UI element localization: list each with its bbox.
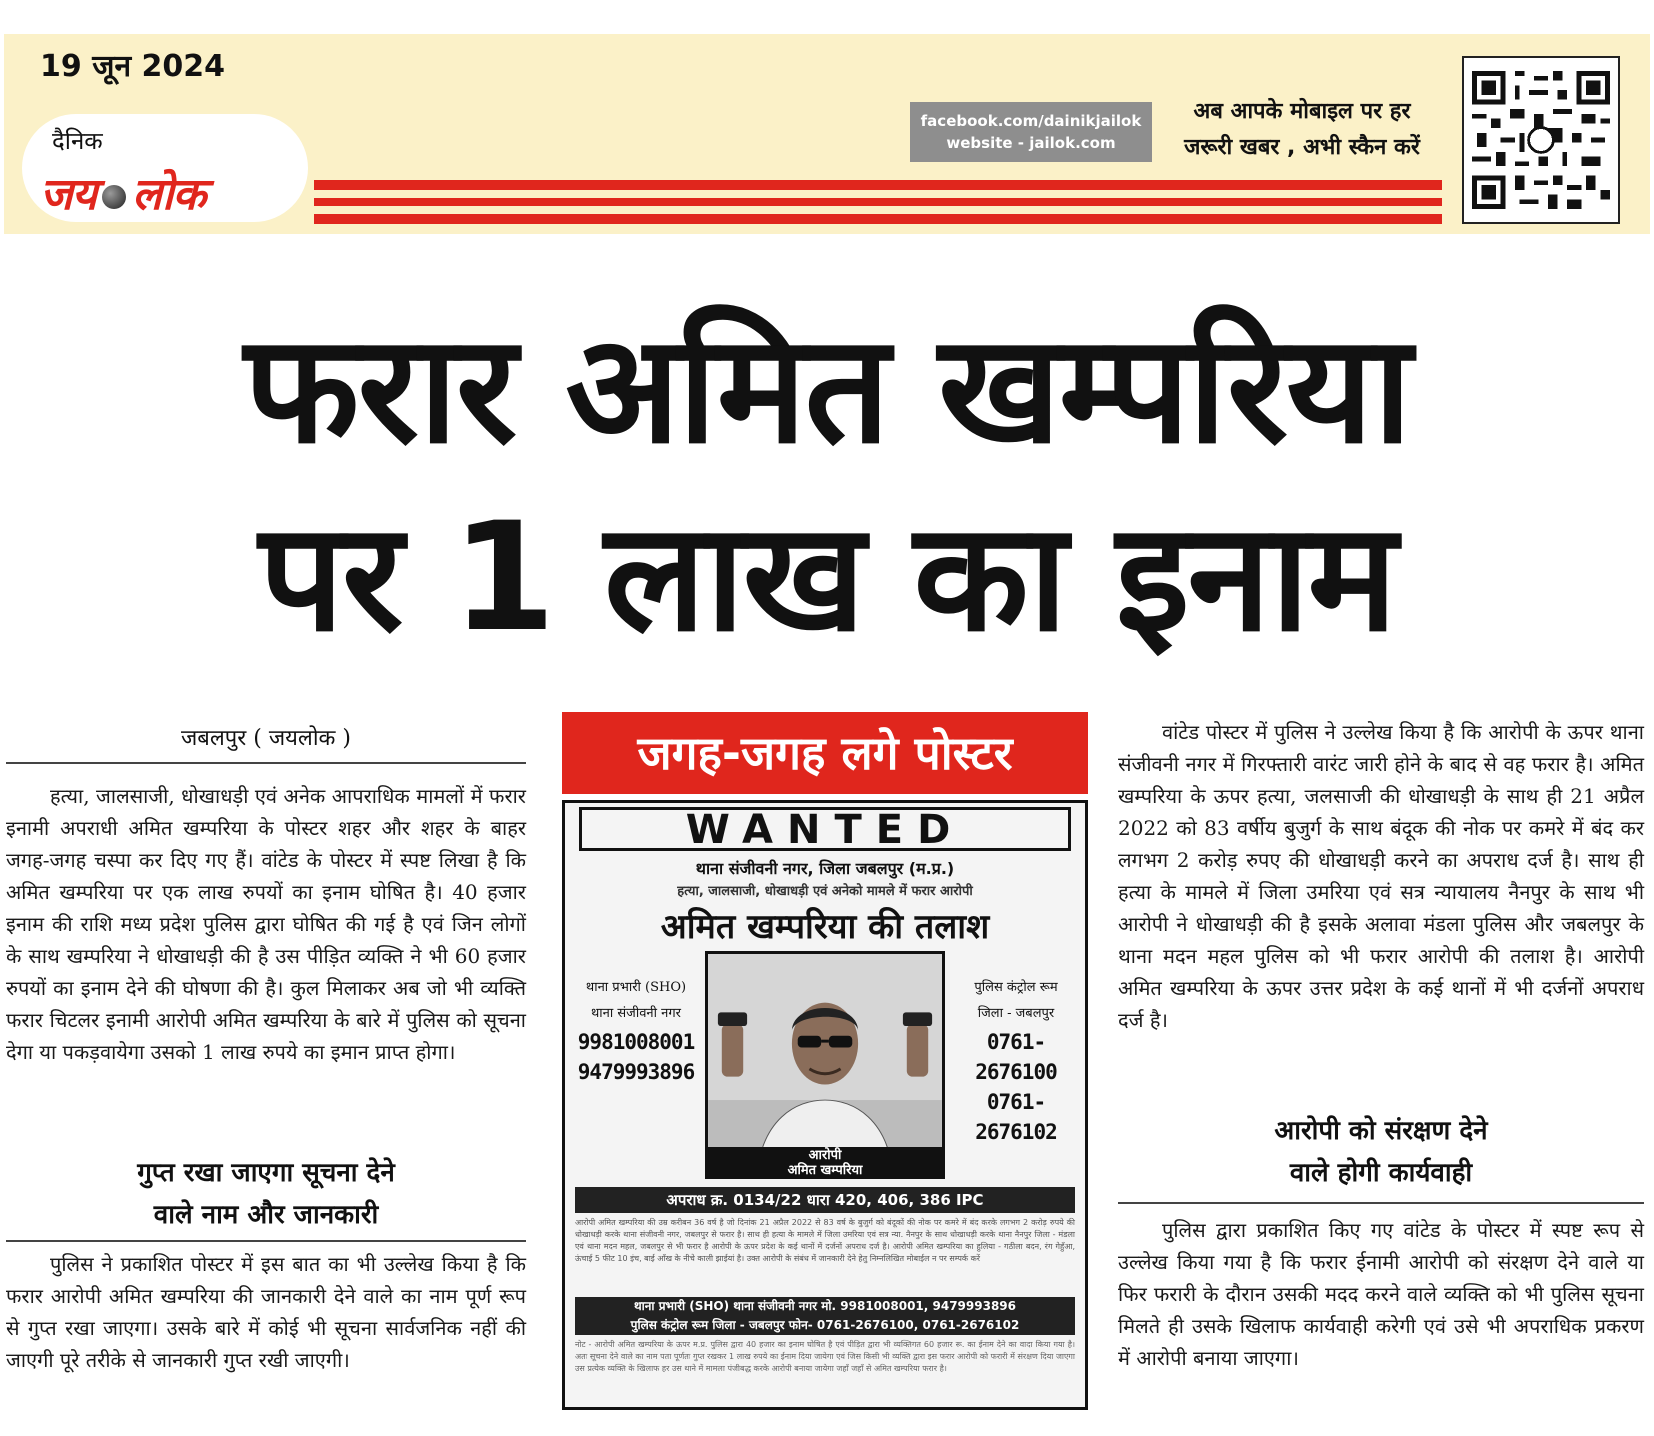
promo-line: जरूरी खबर , अभी स्कैन करें	[1184, 135, 1420, 160]
subheading-line: वाले नाम और जानकारी	[153, 1200, 379, 1230]
poster-search-title: अमित खम्परिया की तलाश	[660, 907, 990, 947]
phone-number: 0761-2676100	[975, 1030, 1057, 1084]
wanted-poster[interactable]	[562, 800, 1088, 1410]
column-divider	[6, 762, 526, 764]
contact-line: थाना प्रभारी (SHO) थाना संजीवनी नगर मो. 9981008001, 9479993896	[633, 1299, 1017, 1313]
logo-left-word: जय	[40, 169, 97, 220]
article-body-right	[1118, 716, 1644, 1036]
subheading-right	[1118, 1110, 1644, 1194]
article-body-right-2	[1118, 1214, 1644, 1374]
caption-line: अमित खम्परिया	[787, 1163, 863, 1178]
globe-icon	[102, 185, 126, 209]
poster-fine-print: आरोपी अमित खम्परिया की उम्र करीबन 36 वर्ष है जो दिनांक 21 अप्रैल 2022 से 83 वर्ष के बुजुर्ग को बंदूकों की नोक पर कमरे में बंद करके लगभग 2 करोड़ रुपये की धोखाधड़ी करके थाना संजीवनी नगर, जबलपुर से फरार है। साथ ही हत्या के मामले में जिला उमरिया एवं सत्र न्या. नैनपुर के साथ धोखाधड़ी करके थाना नैनपुर जिला - मंडला एवं थाना मदन महल, जबलपुर से भी फरार है आरोपी के ऊपर प्रदेश के कई थानों में दर्जनों अपराध दर्ज है। आरोपी अमित खम्परिया का हुलिया - गठीला बदन, रंग गेहुँआ, ऊंचाई 5 फीट 10 इंच, बाई आँख के नीचे काली झाईयां है। उक्त आरोपी के संबंध में जानकारी देने हेतु निम्नलिखित मोबाईल न पर सम्पर्क करें	[575, 1218, 1075, 1263]
crime-number-bar: अपराध क्र. 0134/22 धारा 420, 406, 386 IPC	[575, 1187, 1075, 1213]
newspaper-logo[interactable]	[40, 162, 205, 222]
main-headline	[0, 296, 1654, 672]
headline-line: फरार अमित खम्परिया	[243, 303, 1411, 477]
qr-code-icon[interactable]	[1462, 56, 1620, 224]
poster-sho-contact	[571, 975, 701, 1087]
photo-caption	[705, 1147, 945, 1179]
contact-label: पुलिस कंट्रोल रूम	[974, 980, 1058, 995]
dateline: जबलपुर ( जयलोक )	[180, 726, 352, 751]
paragraph: पुलिस द्वारा प्रकाशित किए गए वांटेड के पोस्टर में स्पष्ट रूप से उल्लेख किया गया है कि फरार ईनामी आरोपी को संरक्षण देने वाले या फिर फरारी के दौरान उसकी मदद करने वाले व्यक्ति को भी पुलिस सूचना मिलते ही उसके खिलाफ कार्यवाही करेगी एवं उसे भी अपराधिक प्रकरण में आरोपी बनाया जाएगा।	[1118, 1218, 1644, 1370]
poster-control-room-contact	[949, 975, 1083, 1147]
facebook-link[interactable]: facebook.com/dainikjailok	[920, 112, 1142, 130]
poster-station: थाना संजीवनी नगर, जिला जबलपुर (म.प्र.)	[695, 859, 955, 878]
masthead-stripe	[314, 180, 1442, 190]
caption-line: आरोपी	[808, 1148, 842, 1163]
article-body-left-2	[6, 1248, 526, 1376]
subheading-line: वाले होगी कार्यवाही	[1289, 1158, 1473, 1188]
phone-number: 9479993896	[577, 1060, 695, 1084]
poster-crimes: हत्या, जालसाजी, धोखाधड़ी एवं अनेको मामले में फरार आरोपी	[677, 884, 973, 899]
contact-line: पुलिस कंट्रोल रूम जिला - जबलपुर फोन- 0761-2676100, 0761-2676102	[630, 1318, 1020, 1332]
subheading-line: गुप्त रखा जाएगा सूचना देने	[137, 1158, 395, 1188]
promo-line: अब आपके मोबाइल पर हर	[1193, 99, 1411, 124]
accused-photo	[705, 951, 945, 1179]
masthead-stripe	[314, 198, 1442, 206]
subheading-left	[6, 1152, 526, 1236]
logo-dainik-label: दैनिक	[52, 127, 103, 155]
masthead	[4, 34, 1650, 234]
issue-date: 19 जून 2024	[40, 49, 226, 84]
website-link[interactable]: website - jailok.com	[946, 134, 1116, 152]
paragraph: पुलिस ने प्रकाशित पोस्टर में इस बात का भी उल्लेख किया है कि फरार आरोपी अमित खम्परिया की जानकारी देने वाले का नाम पूर्ण रूप से गुप्त रखा जाएगा। उसके बारे में कोई भी सूचना सार्वजनिक नहीं की जाएगी पूरे तरीके से जानकारी गुप्त रखी जाएगी।	[6, 1252, 526, 1372]
subheading-line: आरोपी को संरक्षण देने	[1274, 1116, 1488, 1146]
poster-banner: जगह-जगह लगे पोस्टर	[562, 712, 1088, 794]
paragraph: वांटेड पोस्टर में पुलिस ने उल्लेख किया है कि आरोपी के ऊपर थाना संजीवनी नगर में गिरफ्तारी वारंट जारी होने के बाद से वह फरार है। अमित खम्परिया के ऊपर हत्या, जलसाजी की धोखाधड़ी के साथ ही 21 अप्रैल 2022 को 83 वर्षीय बुजुर्ग के साथ बंदूक की नोक पर कमरे में बंद कर लगभग 2 करोड़ रुपए की धोखाधड़ी करने का अपराध दर्ज है। साथ ही हत्या के मामले में जिला उमरिया एवं सत्र न्यायालय नैनपुर के साथ भी आरोपी ने धोखाधड़ी की है इसके अलावा मंडला पुलिस और जबलपुर के थाना मदन महल पुलिस को भी फरार आरोपी की तलाश है। आरोपी अमित खम्परिया के ऊपर उत्तर प्रदेश के कई थानों में भी दर्जनों अपराध दर्ज है।	[1118, 720, 1644, 1032]
headline-line: पर 1 लाख का इनाम	[258, 491, 1396, 665]
phone-number: 9981008001	[577, 1030, 695, 1054]
article-body-left	[6, 780, 526, 1068]
mobile-promo	[1162, 94, 1442, 166]
poster-note: नोट - आरोपी अमित खम्परिया के ऊपर म.प्र. पुलिस द्वारा 40 हजार का इनाम घोषित है एवं पीड़ित द्वारा भी व्यक्तिगत 60 हजार रू. का ईनाम देने का वादा किया गया है। अतः सूचना देने वाले का नाम पता पूर्णतः गुप्त रखकर 1 लाख रुपये का ईनाम दिया जायेगा एवं जिस किसी भी व्यक्ति द्वारा इस फरार आरोपी को फरारी में संरक्षण दिया जाएगा उस प्रत्येक व्यक्ति के खिलाफ हर उस थाने में मामला पंजीबद्ध करके आरोपी बनाया जायेगा जहाँ जहाँ से अमित खम्परिया फरार है।	[575, 1340, 1075, 1373]
contact-label: जिला - जबलपुर	[977, 1006, 1055, 1021]
phone-number: 0761-2676102	[975, 1090, 1057, 1144]
paragraph: हत्या, जालसाजी, धोखाधड़ी एवं अनेक आपराधिक मामलों में फरार इनामी अपराधी अमित खम्परिया के पोस्टर शहर और शहर के बाहर जगह-जगह चस्पा कर दिए गए हैं। वांटेड के पोस्टर में स्पष्ट लिखा है कि अमित खम्परिया पर एक लाख रुपयों का इनाम घोषित है। 40 हजार इनाम की राशि मध्य प्रदेश पुलिस द्वारा घोषित की गई है एवं जिन लोगों के साथ खम्परिया ने धोखाधड़ी की है उस पीड़ित व्यक्ति ने भी 60 हजार रुपयों का इनाम देने की घोषणा की है। कुल मिलाकर अब जो भी व्यक्ति फरार चिटलर इनामी आरोपी अमित खम्परिया के बारे में पुलिस को सूचना देगा या पकड़वायेगा उसको 1 लाख रुपये का इमान प्राप्त होगा।	[6, 784, 526, 1064]
masthead-stripe	[314, 214, 1442, 224]
column-divider	[1118, 1202, 1644, 1204]
column-divider	[6, 1240, 526, 1242]
logo-right-word: लोक	[132, 169, 206, 220]
poster-contact-bar	[575, 1297, 1075, 1335]
web-links-box	[910, 102, 1152, 162]
contact-label: थाना संजीवनी नगर	[591, 1006, 681, 1021]
wanted-title: WANTED	[579, 807, 1071, 851]
contact-label: थाना प्रभारी (SHO)	[585, 980, 687, 995]
